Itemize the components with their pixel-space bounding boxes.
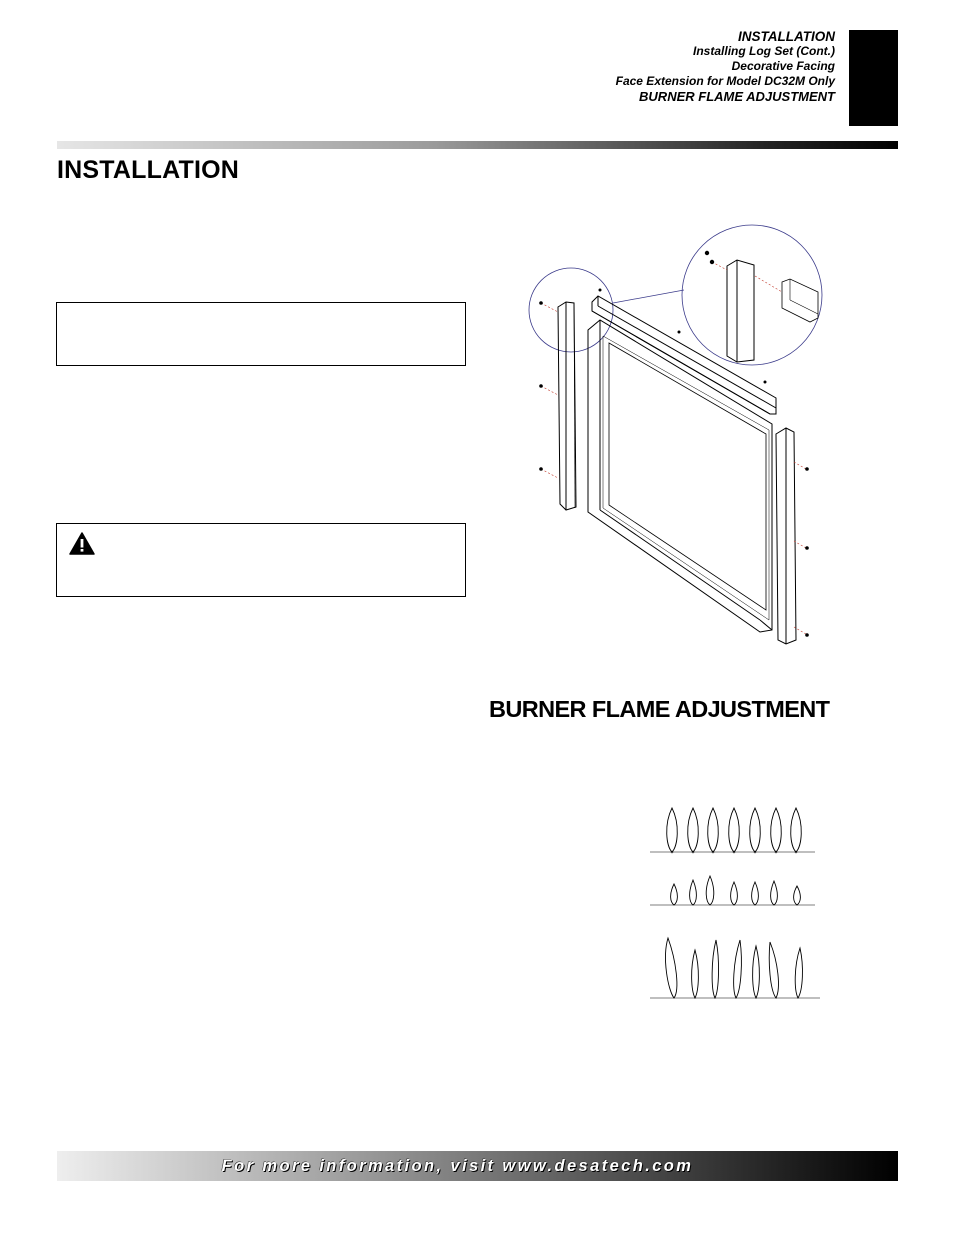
section-index — [616, 29, 835, 104]
footer-website-text: For more information, visit www.desatech.com — [221, 1156, 694, 1175]
screw-icons — [539, 251, 809, 637]
header-rule — [57, 141, 898, 149]
warning-box — [56, 523, 466, 597]
section-tab-marker — [849, 30, 898, 126]
burner-flame-heading: BURNER FLAME ADJUSTMENT — [489, 696, 830, 722]
notice-box — [56, 302, 466, 366]
installation-heading: INSTALLATION — [57, 156, 240, 184]
left-trim-piece — [558, 302, 576, 510]
toc-installation: INSTALLATION — [738, 29, 835, 44]
toc-decorative-facing: Decorative Facing — [731, 59, 835, 73]
flame-row-tall — [666, 938, 803, 998]
toc-burner-flame-adjustment: BURNER FLAME ADJUSTMENT — [639, 89, 835, 104]
toc-installing-log-set: Installing Log Set (Cont.) — [693, 44, 835, 58]
flame-row-small — [671, 876, 801, 905]
footer-bar — [57, 1151, 898, 1181]
burner-flame-diagram — [645, 800, 825, 1005]
detail-circle-right — [682, 225, 822, 365]
warning-triangle-icon — [69, 532, 95, 555]
toc-face-extension: Face Extension for Model DC32M Only — [615, 74, 835, 88]
firebox-frame — [588, 320, 772, 632]
face-extension-diagram — [520, 225, 840, 655]
flame-row-normal — [667, 808, 802, 852]
